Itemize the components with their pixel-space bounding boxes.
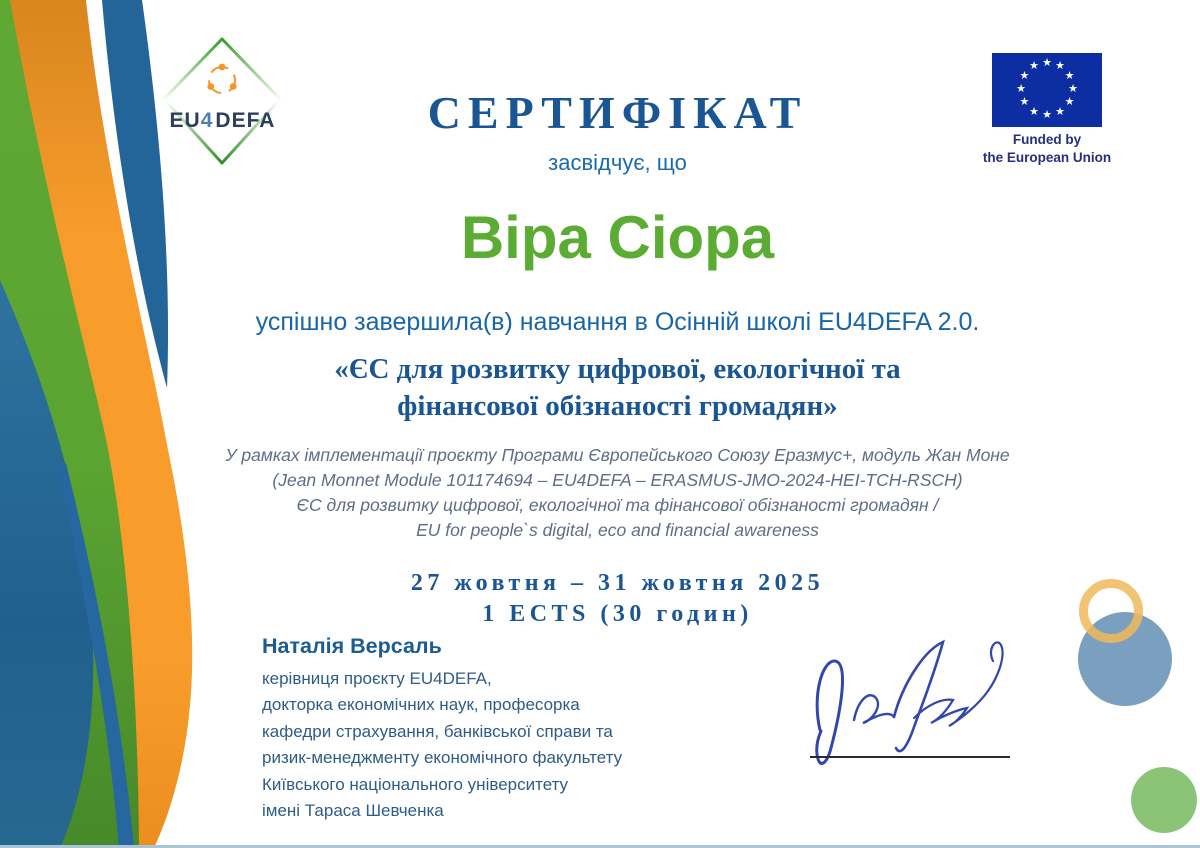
eu-star-icon: ★ xyxy=(1016,83,1026,95)
eu-star-icon: ★ xyxy=(1064,96,1075,108)
eu-funding-line1: Funded by xyxy=(1012,132,1082,147)
course-dates: 27 жовтня – 31 жовтня 2025 xyxy=(410,570,825,596)
signature-line xyxy=(810,756,1010,758)
eu-star-icon: ★ xyxy=(1042,57,1052,69)
certificate-title: СЕРТИФІКАТ xyxy=(427,87,808,138)
program-line: EU for people`s digital, eco and financial awareness xyxy=(416,520,819,540)
eu-star-icon: ★ xyxy=(1019,70,1030,82)
eu-star-icon: ★ xyxy=(1029,60,1039,73)
eu-star-icon: ★ xyxy=(1019,96,1030,108)
program-description xyxy=(195,443,1040,543)
completion-line: успішно завершила(в) навчання в Осінній школі EU4DEFA 2.0. xyxy=(255,308,980,336)
signer-role-line: Київського національного університету xyxy=(262,774,569,794)
program-line: ЄС для розвитку цифрової, екологічної та фінансової обізнаності громадян / xyxy=(296,495,939,515)
signer-role-line: кафедри страхування, банківської справи та xyxy=(262,721,613,741)
logo-text-defa: DEFA xyxy=(215,109,276,132)
signer-name: Наталія Версаль xyxy=(262,634,442,658)
recipient-name: Віра Сіора xyxy=(460,204,775,271)
eu-star-icon: ★ xyxy=(1055,60,1065,73)
eu-star-icon: ★ xyxy=(1042,109,1052,121)
eu-star-icon: ★ xyxy=(1064,70,1075,82)
eu-star-icon: ★ xyxy=(1068,83,1078,95)
signer-role-line: керівниця проєкту EU4DEFA, xyxy=(262,669,492,688)
eu-funding-label xyxy=(962,131,1132,166)
signer-block xyxy=(262,634,682,824)
course-credits: 1 ECTS (30 годин) xyxy=(482,601,753,627)
logo-text-4: 4 xyxy=(200,109,214,132)
signer-role-line: докторка економічних наук, професорка xyxy=(262,695,580,715)
certificate-subtitle: засвідчує, що xyxy=(548,150,687,175)
eu-funding-line2: the European Union xyxy=(982,149,1112,165)
decorative-green-circle xyxy=(1131,767,1197,833)
eu-star-icon: ★ xyxy=(1055,105,1065,118)
eu-flag-icon xyxy=(992,53,1102,127)
course-title xyxy=(195,351,1040,425)
signer-role-line: ризик-менеджменту економічного факультету xyxy=(262,748,623,768)
signer-role-line: імені Тараса Шевченка xyxy=(262,801,444,821)
logo-text-eu: EU xyxy=(169,109,201,132)
course-title-line2: фінансової обізнаності громадян» xyxy=(397,390,838,422)
program-line: (Jean Monnet Module 101174694 – EU4DEFA – ERASMUS-JMO-2024-HEI-TCH-RSCH) xyxy=(272,470,963,490)
decorative-gold-ring xyxy=(1079,579,1143,643)
program-line: У рамках імплементації проєкту Програми Європейського Союзу Еразмус+, модуль Жан Моне xyxy=(225,445,1010,465)
handwritten-signature xyxy=(782,598,1032,768)
course-title-line1: «ЄС для розвитку цифрової, екологічної та xyxy=(334,353,901,385)
eu-star-icon: ★ xyxy=(1029,105,1039,118)
